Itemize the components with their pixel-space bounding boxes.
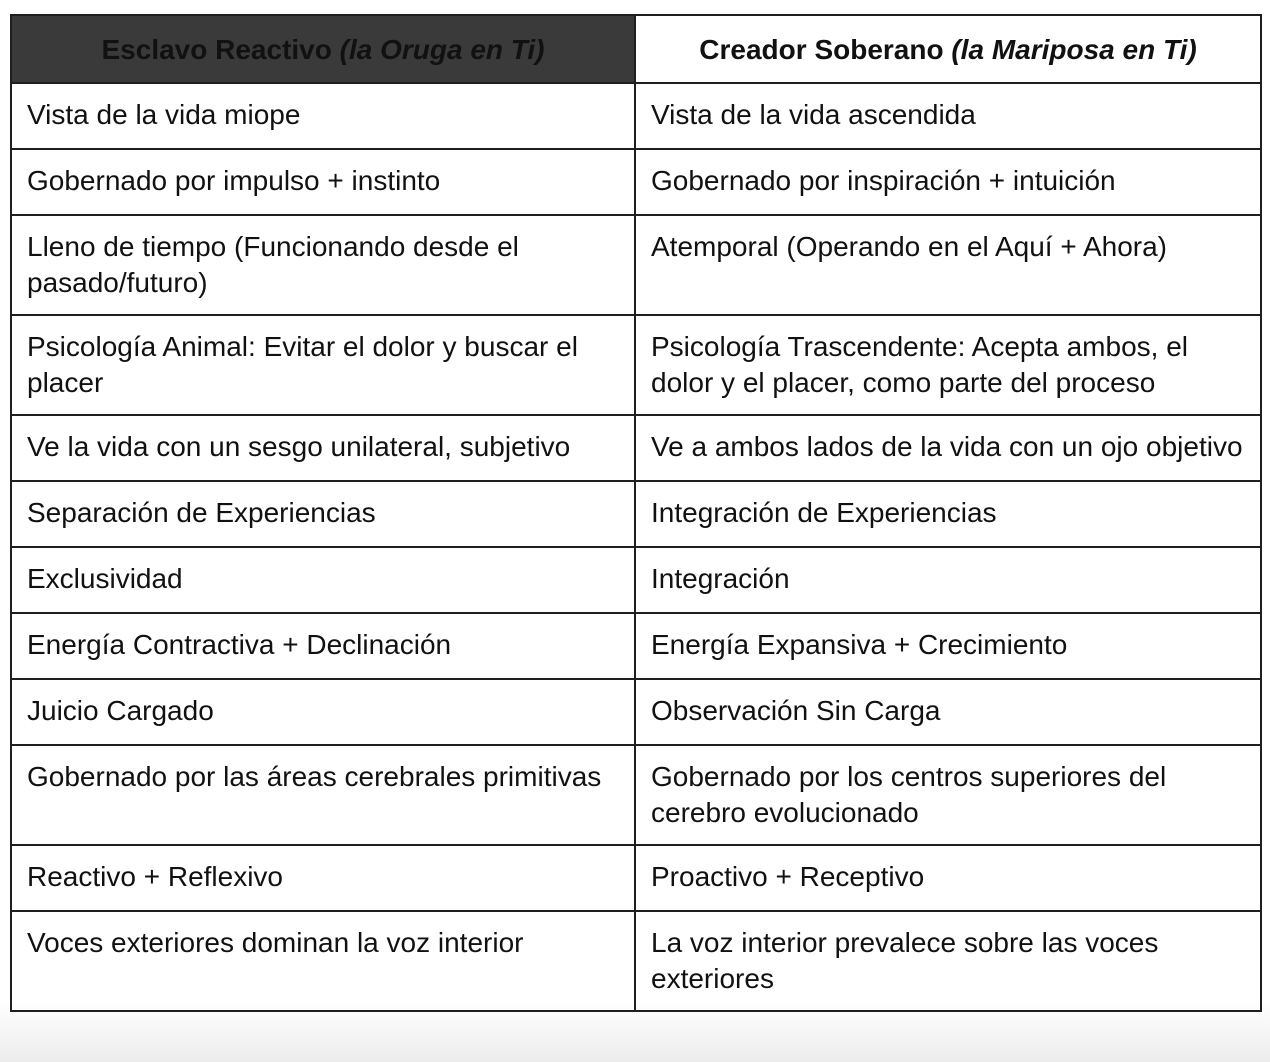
cell-left: Juicio Cargado (11, 679, 635, 745)
cell-left: Exclusividad (11, 547, 635, 613)
header-row (11, 15, 1261, 83)
cell-right: Vista de la vida ascendida (635, 83, 1261, 149)
cell-right: Atemporal (Operando en el Aquí + Ahora) (635, 215, 1261, 315)
table-row (11, 911, 1261, 1011)
header-cell-sovereign-creator (635, 15, 1261, 83)
header-left-title: Esclavo Reactivo (101, 34, 332, 65)
cell-right: Integración de Experiencias (635, 481, 1261, 547)
cell-left: Gobernado por las áreas cerebrales primitivas (11, 745, 635, 845)
table-row (11, 315, 1261, 415)
cell-left: Voces exteriores dominan la voz interior (11, 911, 635, 1011)
header-right-subtitle: (la Mariposa en Ti) (951, 34, 1197, 65)
table-row (11, 845, 1261, 911)
cell-left: Vista de la vida miope (11, 83, 635, 149)
table-header (11, 15, 1261, 83)
cell-right: Energía Expansiva + Crecimiento (635, 613, 1261, 679)
cell-left: Ve la vida con un sesgo unilateral, subjetivo (11, 415, 635, 481)
table-row (11, 547, 1261, 613)
table-row (11, 613, 1261, 679)
table-row (11, 83, 1261, 149)
table-row (11, 215, 1261, 315)
header-left-subtitle: (la Oruga en Ti) (339, 34, 545, 65)
cell-right: Psicología Trascendente: Acepta ambos, el dolor y el placer, como parte del proceso (635, 315, 1261, 415)
cell-left: Lleno de tiempo (Funcionando desde el pasado/futuro) (11, 215, 635, 315)
cell-right: Gobernado por inspiración + intuición (635, 149, 1261, 215)
cell-left: Energía Contractiva + Declinación (11, 613, 635, 679)
comparison-table (10, 14, 1262, 1012)
cell-right: Proactivo + Receptivo (635, 845, 1261, 911)
table-body (11, 83, 1261, 1011)
cell-left: Psicología Animal: Evitar el dolor y buscar el placer (11, 315, 635, 415)
cell-right: Observación Sin Carga (635, 679, 1261, 745)
cell-left: Separación de Experiencias (11, 481, 635, 547)
cell-right: Ve a ambos lados de la vida con un ojo objetivo (635, 415, 1261, 481)
table-row (11, 415, 1261, 481)
table-row (11, 149, 1261, 215)
header-right-title: Creador Soberano (699, 34, 944, 65)
header-cell-reactive-slave (11, 15, 635, 83)
cell-right: Gobernado por los centros superiores del cerebro evolucionado (635, 745, 1261, 845)
cell-left: Reactivo + Reflexivo (11, 845, 635, 911)
table-row (11, 679, 1261, 745)
cell-left: Gobernado por impulso + instinto (11, 149, 635, 215)
table-row (11, 745, 1261, 845)
cell-right: Integración (635, 547, 1261, 613)
cell-right: La voz interior prevalece sobre las voces exteriores (635, 911, 1261, 1011)
table-row (11, 481, 1261, 547)
